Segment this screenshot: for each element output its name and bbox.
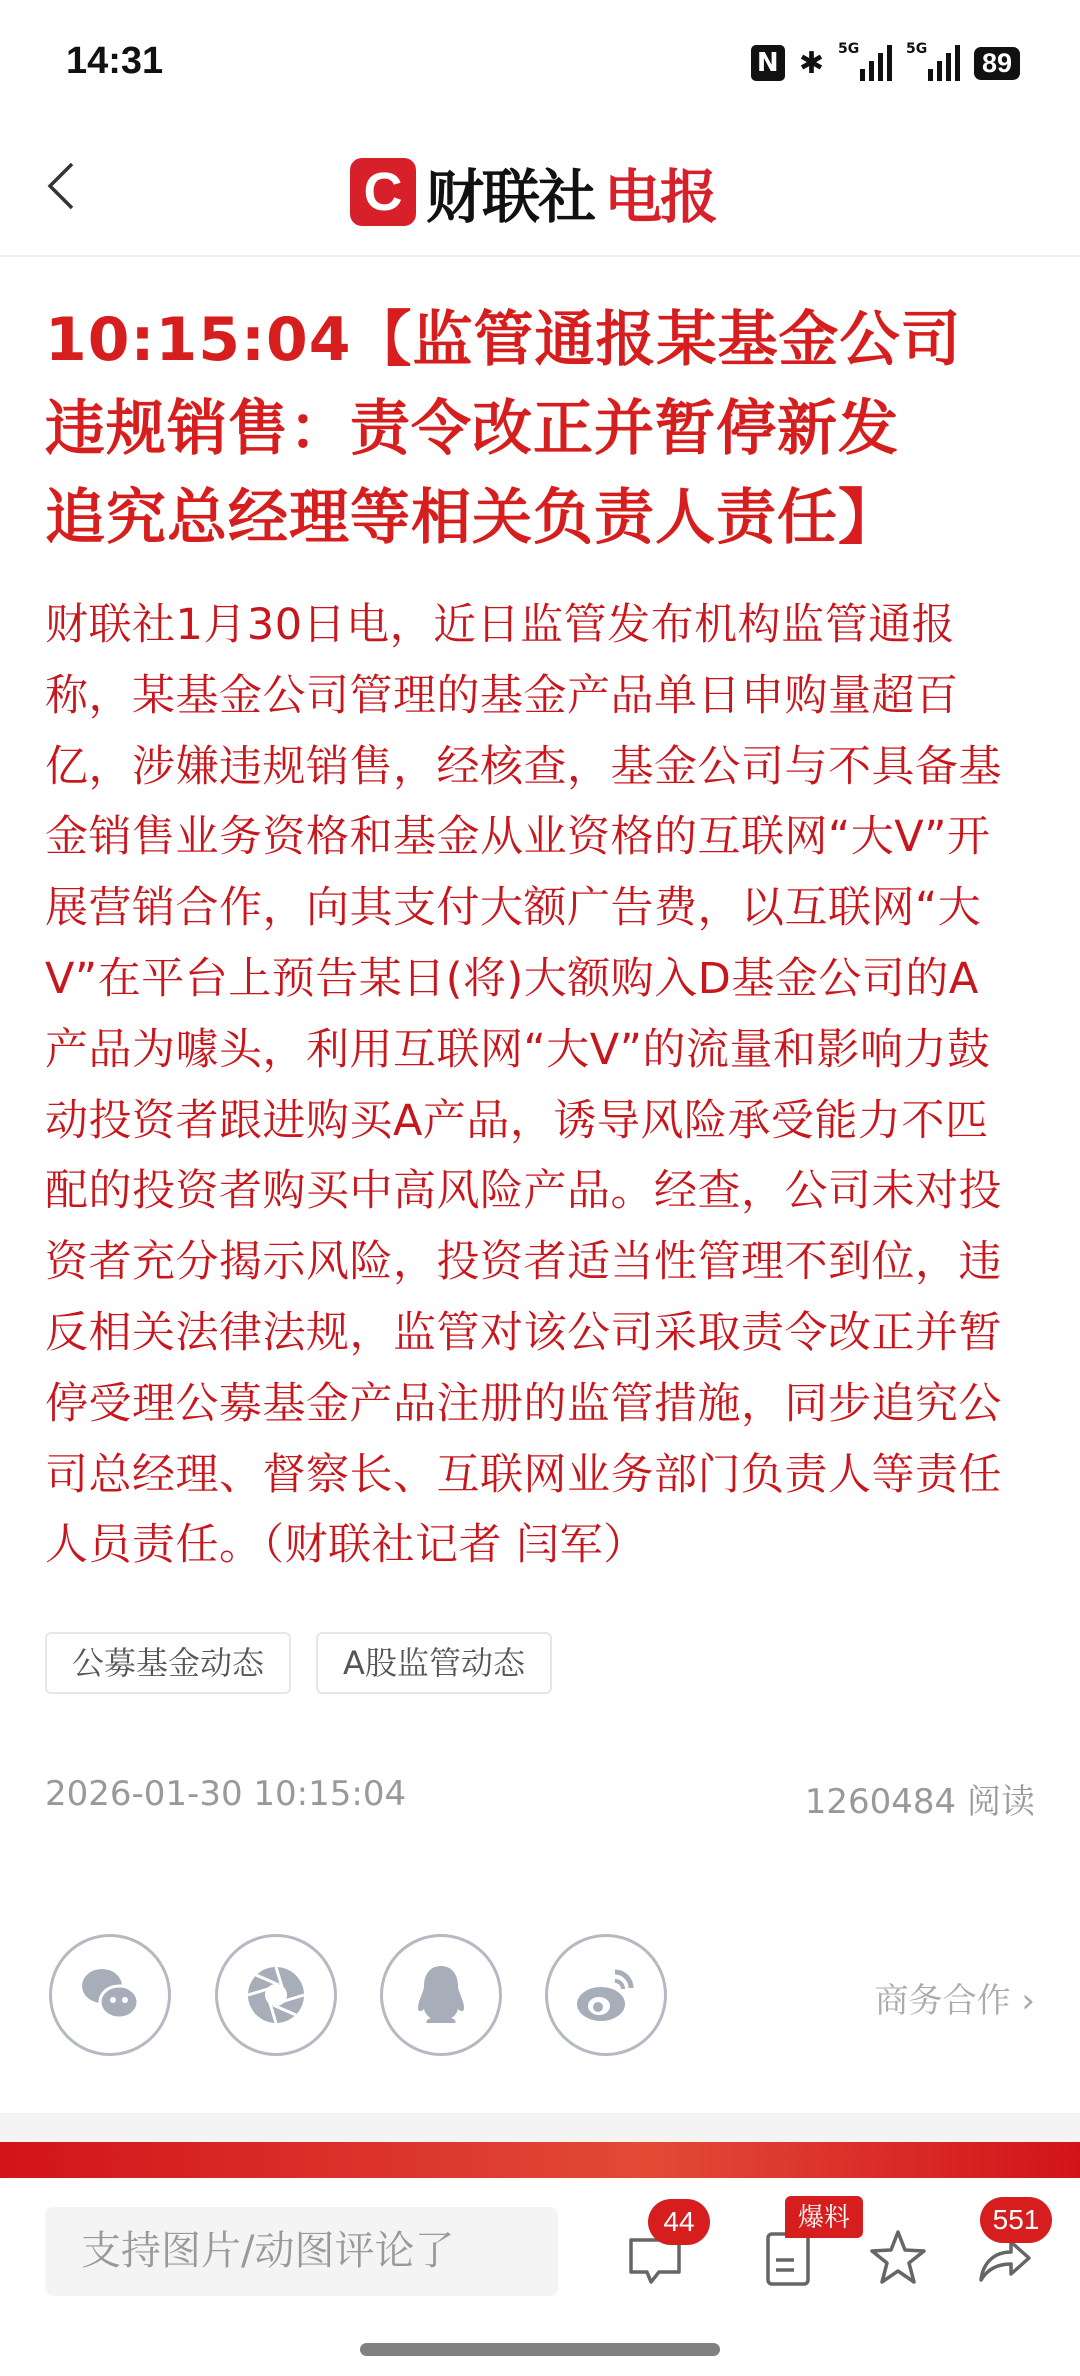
title-line: 追究总经理等相关负责人责任】 [45,483,899,553]
back-icon[interactable] [42,160,82,212]
status-icons [751,41,1020,82]
share-count-badge: 551 [980,2197,1052,2243]
network-label-2: 5G [905,41,928,57]
share-moments-button[interactable] [215,1934,337,2056]
wechat-icon [75,1960,145,2030]
body-line: 金销售业务资格和基金从业资格的互联网“大V”开 [45,812,991,863]
home-indicator[interactable] [360,2343,720,2356]
business-cooperation-link[interactable] [875,1973,1035,2022]
section-divider [0,2113,1080,2142]
article-body [45,590,1080,1581]
nfc-icon: N [751,45,785,81]
body-line: 展营销合作，向其支付大额广告费，以互联网“大 [45,883,982,934]
body-line: 动投资者跟进购买A产品，诱导风险承受能力不匹 [45,1095,989,1146]
share-wechat-button[interactable] [49,1934,171,2056]
share-weibo-button[interactable] [545,1934,667,2056]
battery-icon: 89 [974,47,1020,80]
app-logo [350,150,716,234]
business-label: 商务合作 [874,1981,1011,2021]
body-line: 司总经理、督察长、互联网业务部门负责人等责任 [45,1449,1002,1500]
status-time: 14:31 [66,40,164,82]
tag-public-fund[interactable]: 公募基金动态 [45,1632,291,1694]
body-line: V”在平台上预告某日(将)大额购入D基金公司的A [45,953,979,1004]
publish-datetime: 2026-01-30 10:15:04 [45,1774,407,1814]
tag-a-share-regulation[interactable]: A股监管动态 [316,1632,552,1694]
body-line: 停受理公募基金产品注册的监管措施，同步追究公 [45,1378,1002,1429]
body-line: 财联社1月30日电，近日监管发布机构监管通报 [45,600,956,650]
header-divider [0,255,1080,257]
signal-icon [837,41,892,81]
qq-icon [406,1960,476,2030]
logo-text: 财联社 [426,163,595,231]
body-line: 称，某基金公司管理的基金产品单日申购量超百 [45,670,959,721]
star-icon[interactable] [868,2228,928,2288]
read-count: 1260484 阅读 [804,1782,1035,1822]
chevron-right-icon: › [1021,1981,1035,2021]
share-qq-button[interactable] [380,1934,502,2056]
body-line: 产品为噱头，利用互联网“大V”的流量和影响力鼓 [45,1024,991,1075]
logo-mark: C [350,158,416,226]
body-line: 反相关法律法规，监管对该公司采取责令改正并暂 [45,1307,1002,1358]
network-label: 5G [837,41,860,57]
logo-text-red: 电报 [604,163,717,231]
title-line: 10:15:04【监管通报某基金公司 [45,305,962,375]
body-line: 资者充分揭示风险，投资者适当性管理不到位，违 [45,1237,1002,1288]
title-line: 违规销售：责令改正并暂停新发 [45,394,899,464]
body-line: 人员责任。（财联社记者 闫军） [45,1520,647,1571]
article-title [45,296,1055,563]
body-line: 亿，涉嫌违规销售，经核查，基金公司与不具备基 [45,741,1002,792]
comment-input[interactable]: 支持图片/动图评论了 [45,2207,558,2296]
tip-badge: 爆料 [785,2196,863,2238]
moments-icon [241,1960,311,2030]
bluetooth-icon: ✱ [798,45,824,81]
weibo-icon [571,1960,641,2030]
body-line: 配的投资者购买中高风险产品。经查，公司未对投 [45,1166,1002,1217]
red-banner [0,2142,1080,2178]
comment-count-badge: 44 [648,2199,710,2245]
signal-icon-2 [905,41,960,81]
